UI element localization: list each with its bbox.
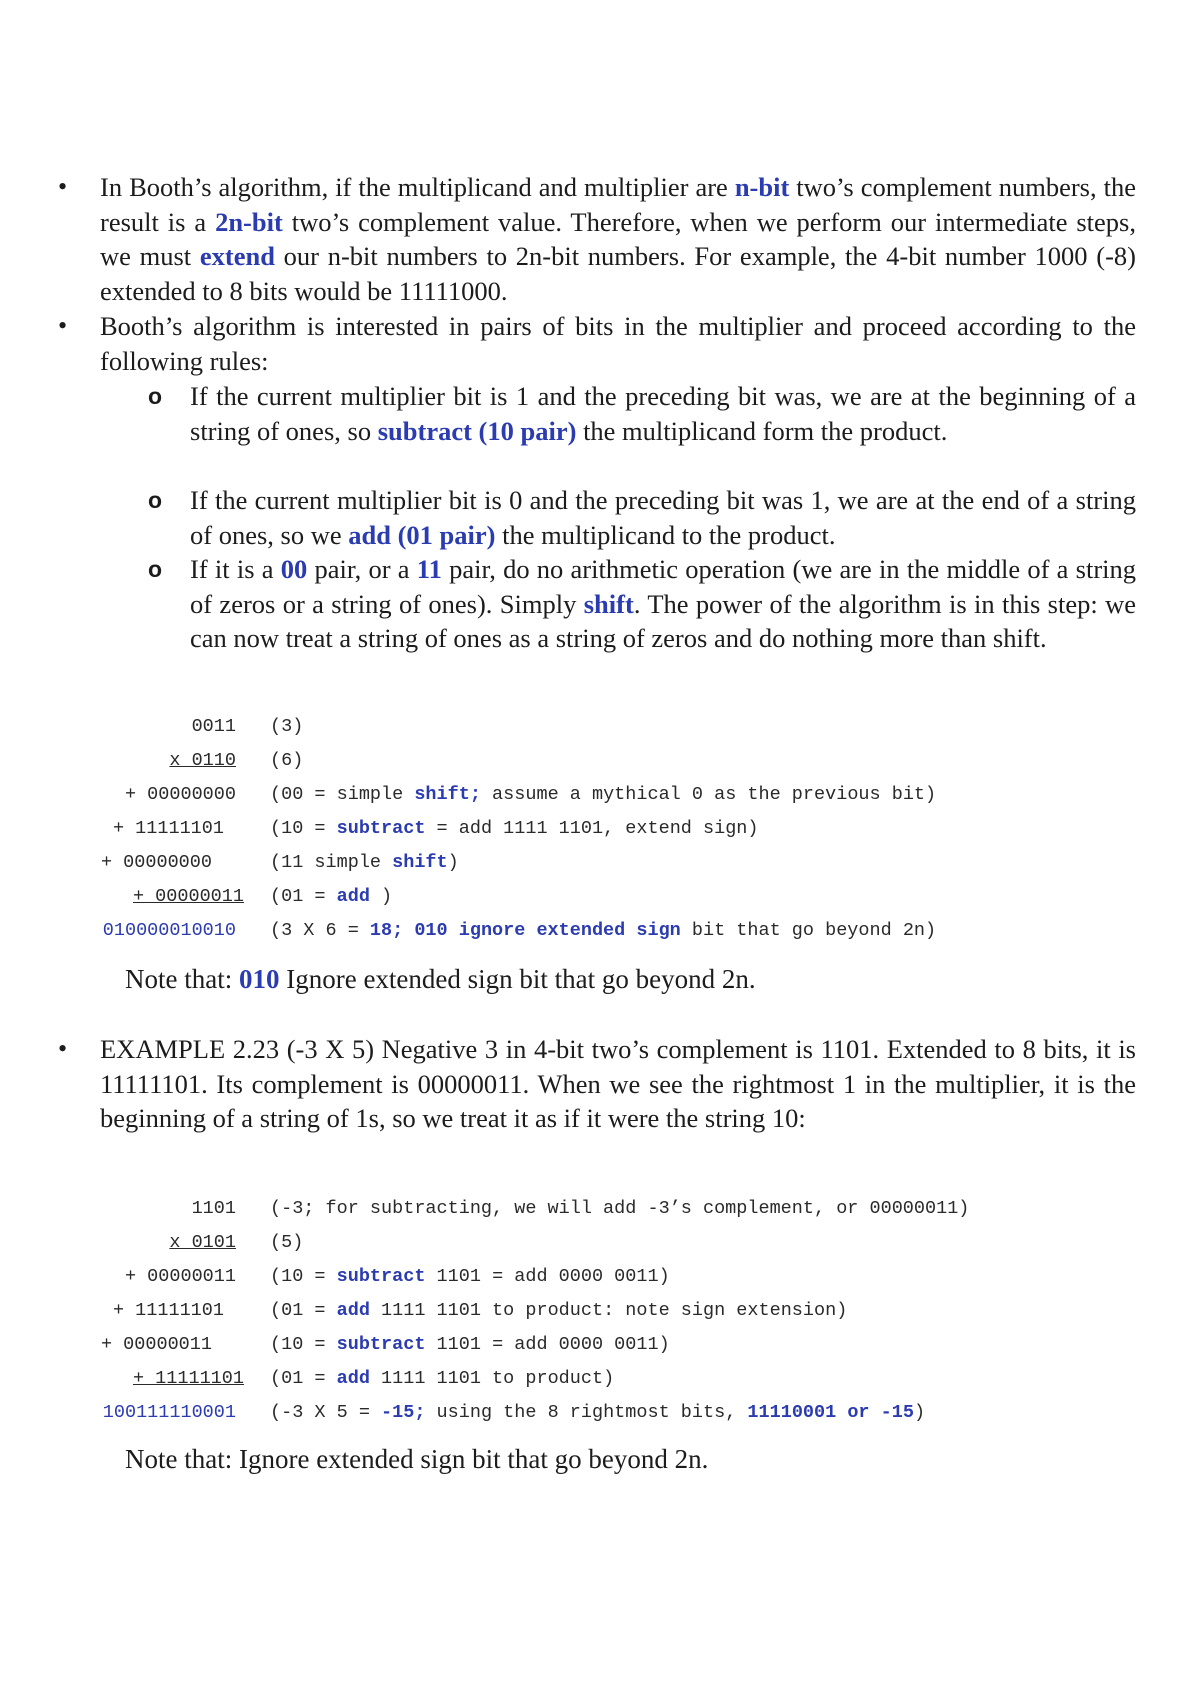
rule-add (148, 483, 1136, 552)
calc-comment (270, 1300, 847, 1321)
text: the multiplicand form the product. (576, 415, 948, 446)
highlight-subtract: subtract (10 pair) (377, 415, 577, 446)
calc-row (0, 1334, 1200, 1364)
bullet-dot: • (58, 311, 68, 340)
highlight-extend: extend (199, 241, 275, 271)
note-example1 (125, 962, 756, 996)
text: using the 8 rightmost bits, (425, 1402, 748, 1423)
highlight-11: 11 (416, 554, 442, 584)
calc-number: + 11111101 (112, 1300, 224, 1321)
text: (10 = (270, 818, 337, 839)
bullet-pairs-rules (58, 309, 1136, 378)
calc-row (0, 920, 1200, 950)
text: (00 = simple (270, 784, 415, 805)
calc-comment (270, 1266, 670, 1287)
text: (-3; for subtracting, we will add -3’s complement, or 00000011) (270, 1198, 970, 1219)
calc-number: x 0110 (169, 750, 236, 771)
calc-row (0, 852, 1200, 882)
keyword: 18; 010 ignore extended sign (369, 920, 681, 941)
text: (01 = (270, 1368, 337, 1389)
text: (11 simple (270, 852, 393, 873)
text: (01 = (270, 1300, 337, 1321)
calc-number: + 00000011 (124, 1266, 236, 1287)
text: If the current multiplier bit is 0 and the preceding bit was 1, we are at the end of a string of ones, so we (190, 485, 1136, 550)
text: In Booth’s algorithm, if the multiplicand and multiplier are (100, 172, 735, 202)
calc-comment (270, 886, 392, 907)
calc-row (0, 1266, 1200, 1296)
text: Ignore extended sign bit that go beyond 2n. (279, 964, 756, 994)
calc-number: + 00000011 (100, 1334, 212, 1355)
text: 1101 = add 0000 0011) (425, 1266, 670, 1287)
text: (10 = (270, 1266, 337, 1287)
keyword: add (336, 1368, 370, 1389)
text: bit that go beyond 2n) (680, 920, 937, 941)
calc-comment (270, 716, 303, 737)
calc-number: + 11111101 (132, 1368, 244, 1389)
calc-comment (270, 1368, 614, 1389)
text: (-3 X 5 = (270, 1402, 382, 1423)
text: Note that: (125, 964, 239, 994)
highlight-010: 010 (238, 964, 280, 994)
text: 1101 = add 0000 0011) (425, 1334, 670, 1355)
keyword: subtract (336, 818, 426, 839)
text: the multiplicand to the product. (495, 519, 836, 550)
calc-comment (270, 750, 303, 771)
bullet-booth-intro (58, 170, 1137, 308)
calc-comment (270, 1198, 969, 1219)
keyword: subtract (336, 1266, 426, 1287)
calc-comment (270, 852, 459, 873)
text: two’s complement numbers, the result is a (100, 172, 1136, 237)
highlight-n-bit: n-bit (734, 172, 790, 202)
sub-bullet-marker: o (148, 383, 163, 409)
text: 1111 1101 to product) (369, 1368, 615, 1389)
text: 1111 1101 to product: note sign extension) (369, 1300, 848, 1321)
note-example2 (125, 1442, 708, 1476)
text: (5) (270, 1232, 304, 1253)
text: Note that: Ignore extended sign bit that go beyond 2n. (125, 1444, 709, 1474)
text: two’s complement value. Therefore, when we perform our intermediate steps, we must (100, 206, 1136, 271)
calc-row (0, 750, 1200, 780)
text: assume a mythical 0 as the previous bit) (480, 784, 937, 805)
text: If the current multiplier bit is 1 and the preceding bit was, we are at the beginning of a string of ones, so (190, 381, 1136, 446)
text: ) (369, 886, 393, 907)
text: pair, or a (307, 554, 417, 584)
calc-row (0, 886, 1200, 916)
calc-row (0, 1232, 1200, 1262)
calc-row (0, 1198, 1200, 1228)
keyword: shift (392, 852, 448, 873)
highlight-shift: shift (583, 588, 634, 619)
calc-number: + 00000011 (132, 886, 244, 907)
keyword: add (336, 886, 370, 907)
rule-shift (148, 552, 1136, 656)
calc-row (0, 1300, 1200, 1330)
keyword: 11110001 or -15 (747, 1402, 914, 1423)
rule-subtract (148, 379, 1136, 448)
bullet-dot: • (58, 172, 68, 201)
highlight-2n-bit: 2n-bit (215, 206, 283, 237)
text: (10 = (270, 1334, 337, 1355)
calc-row (0, 818, 1200, 848)
calc-comment (270, 1402, 925, 1423)
keyword: add (336, 1300, 370, 1321)
keyword: shift; (414, 784, 481, 805)
calc-row (0, 784, 1200, 814)
calc-result: 010000010010 (102, 920, 236, 941)
calc-comment (270, 818, 759, 839)
calc-number: + 00000000 (124, 784, 236, 805)
keyword: subtract (336, 1334, 426, 1355)
calc-comment (270, 1334, 670, 1355)
calc-number: + 00000000 (100, 852, 212, 873)
highlight-00: 00 (280, 554, 308, 584)
calc-comment (270, 920, 936, 941)
calc-row (0, 716, 1200, 746)
sub-bullet-marker: o (148, 556, 163, 582)
highlight-add: add (01 pair) (348, 519, 496, 550)
text: ) (447, 852, 459, 873)
text: ) (913, 1402, 926, 1423)
text: = add 1111 1101, extend sign) (425, 818, 759, 839)
text: (3 X 6 = (270, 920, 370, 941)
calc-number: 0011 (191, 716, 236, 737)
calc-row (0, 1368, 1200, 1398)
bullet-dot: • (58, 1034, 68, 1063)
calc-result: 100111110001 (102, 1402, 236, 1423)
text: (6) (270, 750, 304, 771)
text: (3) (270, 716, 304, 737)
text: . The power of the algorithm is in this step: we can now treat a string of ones as a string of zeros and do nothing more than shift. (190, 588, 1136, 653)
calc-comment (270, 1232, 303, 1253)
text: pair, do no arithmetic operation (we are in the middle of a string of zeros or a string of ones). Simply (190, 554, 1136, 619)
calc-number: 1101 (191, 1198, 236, 1219)
calc-row (0, 1402, 1200, 1432)
calc-number: x 0101 (169, 1232, 236, 1253)
text: (01 = (270, 886, 337, 907)
calc-number: + 11111101 (112, 818, 224, 839)
keyword: -15; (381, 1402, 426, 1423)
text: Booth’s algorithm is interested in pairs of bits in the multiplier and proceed according to the following rules: (100, 311, 1136, 376)
bullet-example-2-23 (58, 1032, 1136, 1136)
text: If it is a (190, 554, 281, 584)
text: EXAMPLE 2.23 (-3 X 5) Negative 3 in 4-bit two’s complement is 1101. Extended to 8 bits, it is 11111101. Its complement is 00000011. When we see the rightmost 1 in the multiplier, it is the beginning of a string of 1s, so we treat it as if it were the string 10: (100, 1034, 1136, 1133)
text: our n-bit numbers to 2n-bit numbers. For example, the 4-bit number 1000 (-8) extended to 8 bits would be 11111000. (100, 241, 1137, 306)
calc-comment (270, 784, 936, 805)
sub-bullet-marker: o (148, 487, 163, 513)
